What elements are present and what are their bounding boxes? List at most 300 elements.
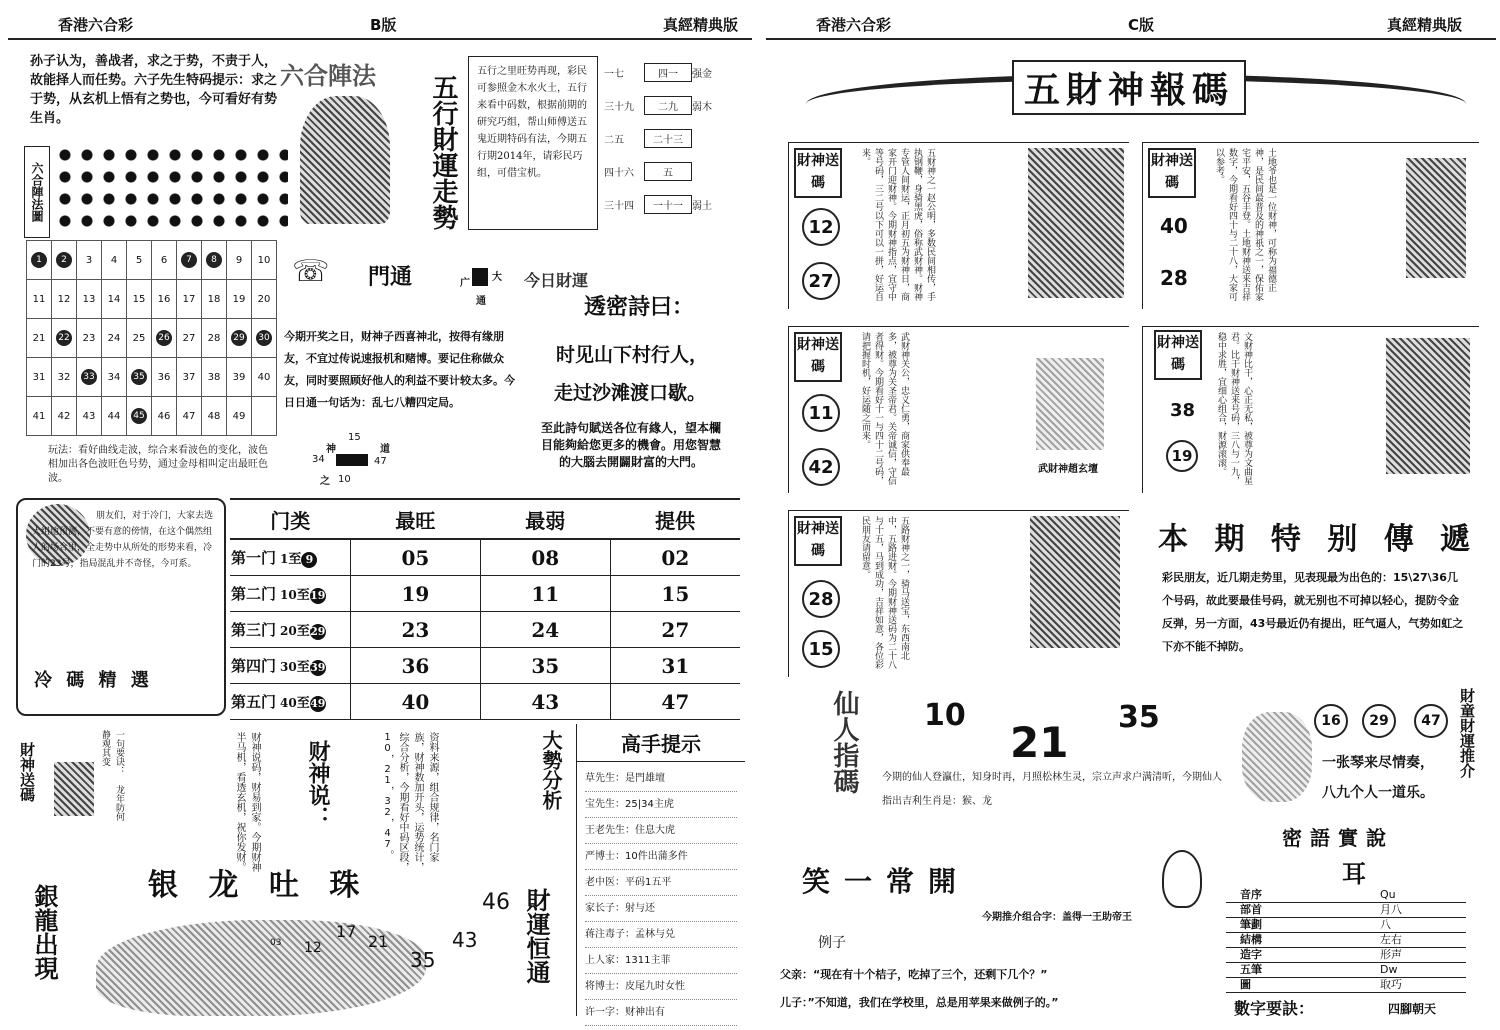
right-num-3: 47 — [1414, 704, 1448, 738]
grid-cell — [77, 397, 102, 436]
grid-cell — [77, 358, 102, 397]
table-row — [230, 648, 740, 684]
section-2-num-2: 28 — [1160, 266, 1188, 290]
wuxing-cell: 三十四 — [604, 201, 634, 212]
section-1-label: 財神送碼 — [794, 148, 842, 198]
grid-number: 32 — [57, 371, 71, 383]
grid-row — [27, 397, 277, 436]
yinlong-n43: 43 — [452, 928, 478, 952]
yinlong-n46: 46 — [482, 890, 510, 915]
gate-tip: 47 — [610, 684, 740, 720]
intro-text: 孙子认为，善战者，求之于势，不责于人，故能择人而任势。六子先生特码提示：求之于势，从玄机上悟有之势也，今可看好有势生肖。 — [30, 54, 278, 126]
gate-zhi: 至 — [296, 660, 310, 675]
gate-from: 40 — [280, 696, 297, 710]
lengma-text: 朋友们，对于冷门，大家去选大组地预测，不要有意的傍情，在这个偶然组人的场合里，全走势中从所处的形势来看，冷门的23号，指局混乱并不奇怪，今可系。 — [32, 511, 214, 569]
grid-cell — [177, 358, 202, 397]
grid-number: 33 — [81, 369, 97, 385]
header-title: 真經精典版 — [1386, 16, 1462, 34]
mi-key: 結構 — [1240, 933, 1262, 946]
compass-n34: 34 — [312, 454, 325, 465]
yinlong-title: 银 龙 吐 珠 — [148, 868, 370, 903]
caiyun-side: 財運恒通 — [522, 888, 551, 984]
grid-cell — [177, 397, 202, 436]
grid-number: 41 — [32, 410, 46, 422]
grid-cell — [27, 397, 52, 436]
mi-key: 五筆 — [1240, 963, 1262, 976]
da-label: 大 — [492, 272, 502, 283]
grid-cell — [252, 397, 277, 436]
wuxing-row — [604, 188, 744, 221]
guang-label: 广 — [460, 278, 470, 289]
grid-number: 5 — [135, 254, 143, 266]
gate-to: 39 — [310, 661, 326, 674]
page-b — [8, 8, 752, 1018]
gate-label-cell — [230, 539, 351, 576]
grid-cell — [252, 358, 277, 397]
gaoshou-item: 家长子：射与还 — [585, 896, 737, 922]
grid-number: 21 — [32, 332, 46, 344]
header-c — [766, 8, 1496, 40]
grid-cell — [102, 319, 127, 358]
poem-title: 透密詩曰： — [584, 294, 695, 320]
grid-number: 3 — [85, 254, 93, 266]
mi-value: 八 — [1380, 918, 1391, 931]
xianren-n35: 35 — [1118, 700, 1160, 735]
gate-from: 20 — [280, 624, 297, 638]
grid-number: 23 — [82, 332, 96, 344]
gate-label-cell — [230, 648, 351, 684]
yijuyao-line-2: 静观其变 — [100, 730, 110, 766]
gaoshou-item: 王老先生：住息大虎 — [585, 818, 737, 844]
grid-cell — [177, 280, 202, 319]
gaoshou-item: 草先生：是門雄壇 — [585, 766, 737, 792]
grid-cell — [202, 280, 227, 319]
grid-cell — [202, 397, 227, 436]
tebie-text: 彩民朋友，近几期走势里，见表现最为出色的：15\27\36几个号码，故此要最佳号码，就无别也不可掉以轻心，提防令金反弹，另一方面，43号最近仍有提出，旺气逼人，气势如虹之下亦不能不掉防。 — [1162, 571, 1464, 653]
section-4-num-2: 19 — [1166, 440, 1198, 472]
mi-key: 造字 — [1240, 948, 1262, 961]
gaoshou-item: 许一字：财神出有 — [585, 1000, 737, 1026]
grid-number: 2 — [56, 252, 72, 268]
grid-cell — [77, 280, 102, 319]
mi-row — [1226, 963, 1466, 978]
header-b — [8, 8, 752, 40]
wuxing-row — [604, 155, 744, 188]
gaoshou-item: 将博士：皮尾九时女性 — [585, 974, 737, 1000]
gate-label: 第二门 — [231, 585, 277, 603]
grid-cell — [27, 241, 52, 280]
header-title: 真經精典版 — [662, 16, 738, 34]
dashi-title: 大勢分析 — [539, 730, 563, 810]
xiao-title: 笑一常開 — [802, 865, 971, 898]
grid-number: 16 — [157, 293, 171, 305]
grid-number: 12 — [57, 293, 71, 305]
face-icon — [1162, 850, 1202, 908]
compass-top: 神 — [326, 444, 336, 455]
wuxing-title: 五行財運走勢 — [428, 74, 458, 230]
table-header: 最旺 — [351, 499, 481, 539]
yinlong-n21: 21 — [368, 932, 389, 951]
jin-label: 今日財運 — [524, 271, 589, 290]
table-row — [230, 684, 740, 720]
grid-number: 30 — [256, 330, 272, 346]
grid-number: 46 — [157, 410, 171, 422]
caishen-songma-side: 財神送碼 — [18, 742, 36, 802]
wuxing-box — [468, 56, 598, 230]
grid-number: 49 — [232, 410, 246, 422]
joke-line-2: 儿子：”不知道，我们在学校里，总是用苹果来做例子的。” — [780, 996, 1059, 1009]
wuxing-side — [604, 56, 744, 221]
grid-cell — [227, 319, 252, 358]
grid-cell — [202, 241, 227, 280]
xianren-n21: 21 — [1010, 718, 1069, 767]
grid-number: 43 — [82, 410, 96, 422]
gate-label-cell — [230, 612, 351, 648]
grid-cell — [202, 319, 227, 358]
grid-number: 17 — [182, 293, 196, 305]
poem-line-2: 走过沙滩渡口歇。 — [554, 382, 707, 404]
grid-number: 42 — [57, 410, 71, 422]
grid-row — [27, 358, 277, 397]
edition: C版 — [1128, 16, 1155, 34]
gaoshou-item: 宝先生：25|34主虎 — [585, 792, 737, 818]
mi-key: 部首 — [1240, 903, 1262, 916]
wuxing-row — [604, 122, 744, 155]
wuxing-cell: 一十一 — [644, 195, 692, 214]
gate-to: 9 — [301, 552, 317, 568]
grid-cell — [202, 358, 227, 397]
grid-cell — [152, 280, 177, 319]
fortune-god-image — [54, 762, 94, 816]
grid-number: 37 — [182, 371, 196, 383]
grid-cell — [102, 241, 127, 280]
grid-number: 26 — [156, 330, 172, 346]
grid-number: 14 — [107, 293, 121, 305]
yinlong-side: 銀龍出現 — [30, 884, 59, 980]
mi-row — [1226, 918, 1466, 933]
tong-label: 通 — [476, 296, 486, 307]
grid-number: 34 — [107, 371, 121, 383]
gate-max: 05 — [351, 539, 481, 576]
brand: 香港六合彩 — [816, 16, 892, 34]
grid-cell — [252, 280, 277, 319]
gate-label-cell — [230, 684, 351, 720]
grid-number: 11 — [32, 293, 46, 305]
grid-number: 15 — [132, 293, 146, 305]
grid-cell — [52, 280, 77, 319]
section-3-num-1: 11 — [802, 394, 840, 432]
mi-value: 左右 — [1380, 933, 1402, 946]
caishen-shuo-title: 财神说： — [305, 740, 331, 828]
grid-number: 6 — [160, 254, 168, 266]
gate-tip: 15 — [610, 576, 740, 612]
section-5-label: 財神送碼 — [794, 516, 842, 566]
grid-row — [27, 241, 277, 280]
wuxing-row — [604, 89, 744, 122]
section-1-image — [1028, 148, 1124, 298]
grid-number: 45 — [131, 408, 147, 424]
grid-cell — [227, 241, 252, 280]
grid-cell — [27, 280, 52, 319]
yijuyao-line-1: 龙年防何 — [114, 785, 124, 821]
lizi: 例子 — [818, 935, 846, 951]
gaoshou-title: 高手提示 — [577, 724, 745, 762]
table-header-row — [230, 499, 740, 539]
grid-cell — [152, 397, 177, 436]
gate-to: 49 — [310, 697, 326, 710]
wuxing-cell: 三十九 — [604, 102, 634, 113]
mi-table — [1226, 888, 1466, 993]
grid-number: 47 — [182, 410, 196, 422]
grid-number: 40 — [257, 371, 271, 383]
section-5-image — [1030, 516, 1120, 648]
grid-cell — [52, 358, 77, 397]
grid-cell — [127, 241, 152, 280]
gate-label: 第五门 — [231, 693, 277, 711]
gaoshou-box — [576, 724, 745, 1016]
wuxing-cell: 弱土 — [692, 201, 712, 212]
grid-number: 10 — [257, 254, 271, 266]
section-1-num-2: 27 — [802, 262, 840, 300]
img-caption: 武財神趙玄壇 — [1038, 464, 1098, 475]
table-header: 提供 — [610, 499, 740, 539]
gate-max: 23 — [351, 612, 481, 648]
grid-cell — [227, 358, 252, 397]
compass — [308, 432, 428, 488]
poem-note: 至此詩句賦送各位有緣人，望本欄目能夠給您更多的機會。用您智慧的大腦去開闢財富的大門。 — [540, 421, 721, 469]
grid-number: 13 — [82, 293, 96, 305]
caitong-line-2: 八九个人一道乐。 — [1322, 785, 1434, 801]
grid-number: 1 — [31, 252, 47, 268]
section-5-num-1: 28 — [802, 580, 840, 618]
gaoshou-item: 上人家：1311主菲 — [585, 948, 737, 974]
grid-cell — [127, 280, 152, 319]
mi-title: 密語實說 — [1282, 826, 1394, 850]
joke-line-1: 父亲：“现在有十个桔子，吃掉了三个，还剩下几个？” — [780, 968, 1048, 981]
gate-label: 第一门 — [231, 549, 277, 567]
grid-number: 4 — [110, 254, 118, 266]
mi-row — [1226, 933, 1466, 948]
shuzi-value: 四腳朝天 — [1388, 1002, 1437, 1016]
gate-min: 43 — [480, 684, 610, 720]
grid-number: 28 — [207, 332, 221, 344]
xiao-note: 今期推介组合字：盖得一王助帝王 — [982, 912, 1132, 923]
gate-label: 第四门 — [231, 657, 277, 675]
grid-number: 24 — [107, 332, 121, 344]
gate-max: 36 — [351, 648, 481, 684]
mi-key: 筆劃 — [1240, 918, 1262, 931]
dot-matrix — [54, 144, 288, 236]
number-grid — [26, 240, 277, 436]
table-header: 最弱 — [480, 499, 610, 539]
gate-from: 30 — [280, 660, 297, 674]
grid-cell — [102, 280, 127, 319]
compass-n10: 10 — [338, 474, 351, 485]
page-c — [766, 8, 1496, 1018]
grid-row — [27, 280, 277, 319]
yijuyao — [98, 730, 126, 830]
mi-char: 耳 — [1342, 859, 1366, 888]
wuxing-cell: 四一 — [644, 63, 692, 82]
compass-n15: 15 — [348, 432, 361, 443]
grid-cell — [252, 319, 277, 358]
section-2-label: 財神送碼 — [1148, 148, 1196, 198]
xianren-side: 仙人指碼 — [829, 690, 859, 794]
gaoshou-item: 蒋注毒子：孟林与兑 — [585, 922, 737, 948]
section-4-num-1: 38 — [1170, 400, 1196, 421]
section-1-num-1: 12 — [802, 208, 840, 246]
grid-number: 29 — [231, 330, 247, 346]
mi-row — [1226, 903, 1466, 918]
grid-cell — [102, 397, 127, 436]
xianren-n10: 10 — [924, 698, 966, 733]
mi-row — [1226, 948, 1466, 963]
wuxing-row — [604, 56, 744, 89]
section-3-image — [1036, 358, 1104, 450]
poem-line-1: 时见山下村行人， — [556, 344, 709, 366]
tebie-title: 本 期 特 别 傳 遞 — [1158, 522, 1479, 557]
gate-max: 19 — [351, 576, 481, 612]
grid-cell — [127, 358, 152, 397]
brand: 香港六合彩 — [58, 16, 134, 34]
gate-max: 40 — [351, 684, 481, 720]
gate-from: 10 — [280, 588, 297, 602]
grid-number: 31 — [32, 371, 46, 383]
compass-right: 道 — [380, 444, 390, 455]
gate-label-cell — [230, 576, 351, 612]
grid-number: 9 — [235, 254, 243, 266]
dashi-text: 资料来源，组合规律，名门家族，财神数加开头，运势统计，综合分析，今期看好中码区段，10，21，32，47。 — [382, 732, 438, 872]
right-num-1: 16 — [1314, 704, 1348, 738]
caitong-line-1: 一张琴来尽情奏， — [1322, 755, 1434, 771]
yijuyao-label: 一句要诀： — [114, 730, 124, 775]
grid-cell — [177, 319, 202, 358]
caishen-text: 今期开奖之日，财神子西喜神北，按得有缘朋友，不宜过传说速报机和赌博。要记住称做众友，同时要照顾好他人的利益不要计较太多。今日日通一句话为：乱七八糟四定局。 — [284, 330, 515, 409]
section-2-num-1: 40 — [1160, 214, 1188, 238]
grid-number: 20 — [257, 293, 271, 305]
wuxing-cell: 强金 — [692, 69, 712, 80]
gate-tip: 27 — [610, 612, 740, 648]
gate-zhi: 至 — [296, 624, 310, 639]
wuxing-cell: 二五 — [604, 135, 624, 146]
yinlong-n03: 03 — [270, 938, 282, 948]
gate-zhi: 至 — [296, 696, 310, 711]
grid-cell — [102, 358, 127, 397]
grid-number: 44 — [107, 410, 121, 422]
yinlong-n17: 17 — [336, 922, 357, 941]
caishen-shuo-text: 财神说码，财易到家。今期财神半马机，看透玄机，祝你发财。 — [234, 732, 260, 872]
section-3-num-2: 42 — [802, 448, 840, 486]
wuxing-cell: 五 — [644, 162, 692, 181]
table-row — [230, 539, 740, 576]
yinlong-n35: 35 — [410, 948, 436, 972]
grid-cell — [152, 319, 177, 358]
grid-cell — [152, 358, 177, 397]
liuhe-label: 六合陣法圖 — [24, 146, 50, 238]
grid-cell — [227, 280, 252, 319]
gate-tip: 02 — [610, 539, 740, 576]
grid-cell — [52, 397, 77, 436]
grid-number: 36 — [157, 371, 171, 383]
shuzi-label: 數字要訣： — [1234, 999, 1315, 1018]
wanfa-text: 玩法：看好曲线走波，综合来看波色的变化，波色相加出各色波旺色号势，通过金母相叫定出最旺色波。 — [48, 445, 268, 484]
mi-key: 音序 — [1240, 888, 1262, 901]
edition: B版 — [370, 16, 397, 34]
gate-tip: 31 — [610, 648, 740, 684]
gate-min: 24 — [480, 612, 610, 648]
grid-number: 27 — [182, 332, 196, 344]
gate-to: 29 — [310, 625, 326, 638]
right-num-2: 29 — [1362, 704, 1396, 738]
section-5-text: 五路财神之一，骑马送宝，东西南北中，五路进财。今期财神送码为二十八与十五，马到成功，吉祥如意，各位彩民朋友请留意。 — [860, 516, 909, 669]
mi-value: 月八 — [1380, 903, 1402, 916]
compass-bottom: 之 — [320, 476, 330, 487]
section-4-label: 財神送碼 — [1154, 330, 1202, 380]
grid-cell — [52, 319, 77, 358]
gate-zhi: 至 — [288, 552, 302, 567]
yinlong-n12: 12 — [304, 940, 322, 956]
compass-bar — [336, 454, 368, 466]
grid-row — [27, 319, 277, 358]
section-4-text: 文财神比干，心正无私，被尊为文曲星君。比干财神送来号码，三八与一九，稳中求胜，宜细心组合，财源滚滚。 — [1216, 332, 1252, 485]
mi-row — [1226, 888, 1466, 903]
grid-number: 22 — [56, 330, 72, 346]
wuxing-cell: 二九 — [644, 96, 692, 115]
banner-title: 五財神報碼 — [1012, 60, 1246, 115]
section-5-num-2: 15 — [802, 630, 840, 668]
grid-cell — [52, 241, 77, 280]
section-2-image — [1406, 158, 1466, 278]
grid-cell — [27, 319, 52, 358]
grid-number: 38 — [207, 371, 221, 383]
child-image — [1242, 712, 1312, 802]
table-row — [230, 612, 740, 648]
liuhe-title: 六合陣法 — [280, 61, 376, 90]
mi-value: 取巧 — [1380, 978, 1402, 991]
gate-min: 08 — [480, 539, 610, 576]
gate-zhi: 至 — [296, 588, 310, 603]
table-row — [230, 576, 740, 612]
grid-cell — [127, 397, 152, 436]
gate-to: 19 — [310, 589, 326, 602]
grid-cell — [177, 241, 202, 280]
grid-cell — [252, 241, 277, 280]
section-1-text: 五财神之一赵公明，多数民间相传，手执钢鞭，身骑黑虎，俗称武财神。财神专管人间财运，正月初五为财神日，商家开门迎财神。今期财神指点，宜守中等号码，三二号以下可以一拼，好运自来。 — [860, 148, 935, 301]
grid-number: 18 — [207, 293, 221, 305]
wuxing-cell: 一七 — [604, 69, 624, 80]
gate-label: 第三门 — [231, 621, 277, 639]
grid-number: 35 — [131, 369, 147, 385]
grid-cell — [152, 241, 177, 280]
phone-icon: ☏ — [292, 254, 330, 289]
section-2-text: 土地爷也是一位财神，可称为福德正神，是民间最普及的神祇之一，保佑家宅平安，五谷丰登。土地财神送来吉祥数字，今期看好四十与二十八，大家可以参考。 — [1214, 148, 1276, 301]
black-square-icon — [472, 268, 488, 286]
tongtong-title: 門通 — [368, 264, 413, 290]
section-4-image — [1386, 338, 1470, 474]
caitong-side: 財童財運推介 — [1458, 688, 1476, 778]
gates-table — [230, 498, 740, 720]
gate-from: 1 — [280, 552, 289, 566]
grid-number: 8 — [206, 252, 222, 268]
grid-number: 39 — [232, 371, 246, 383]
compass-n47: 47 — [374, 456, 387, 467]
mi-row — [1226, 978, 1466, 993]
grid-cell — [77, 319, 102, 358]
bear-image — [300, 96, 390, 224]
table-header: 门类 — [230, 499, 351, 539]
lengma-box — [16, 498, 226, 716]
mi-value: 形声 — [1380, 948, 1402, 961]
